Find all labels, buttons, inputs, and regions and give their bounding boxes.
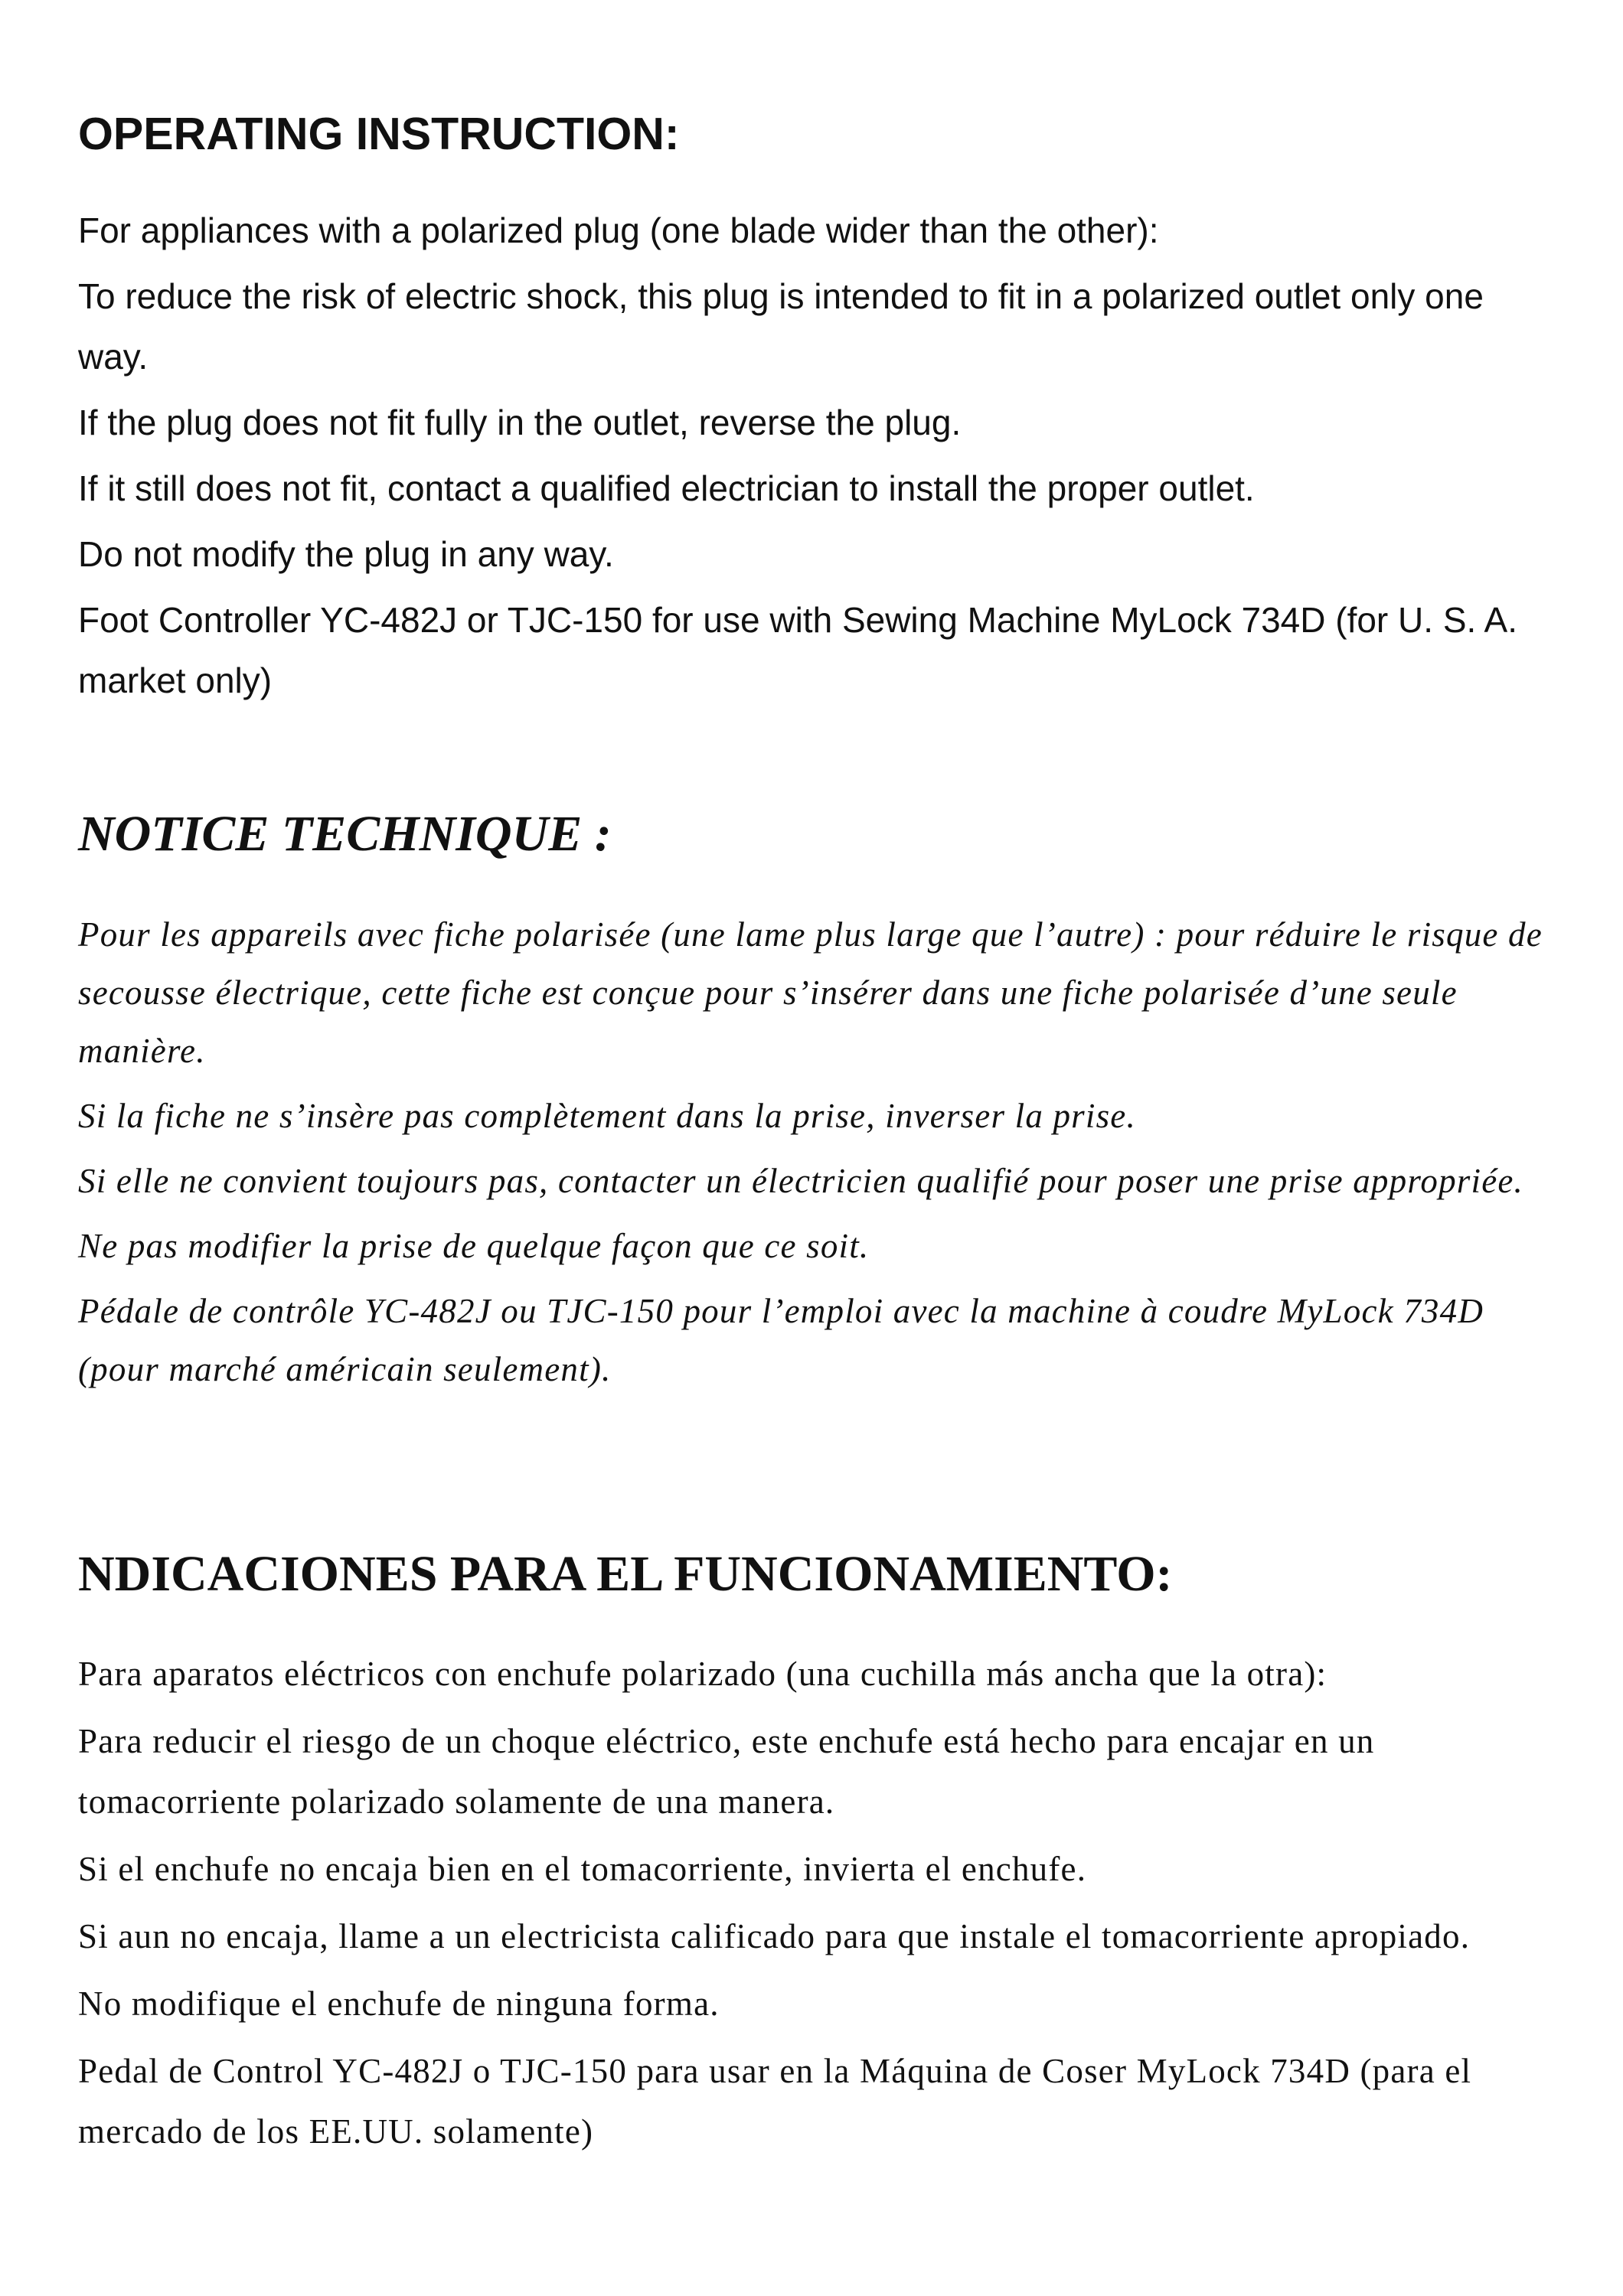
english-paragraph: Do not modify the plug in any way. (78, 534, 614, 574)
document-page (78, 0, 1556, 2296)
french-paragraph: Si elle ne convient toujours pas, contacter un électricien qualifié pour poser une prise appropriée. (78, 1162, 1523, 1200)
spanish-paragraph: Pedal de Control YC-482J o TJC-150 para usar en la Máquina de Coser MyLock 734D (para el mercado de los EE.UU. solamente) (78, 2052, 1472, 2151)
english-paragraph: Foot Controller YC-482J or TJC-150 for use with Sewing Machine MyLock 734D (for U. S. A. market only) (78, 600, 1517, 700)
spanish-paragraph: Para reducir el riesgo de un choque eléctrico, este enchufe está hecho para encajar en un tomacorriente polarizado solamente de una manera. (78, 1722, 1375, 1821)
english-instructions (78, 99, 1556, 716)
spanish-heading: NDICACIONES PARA EL FUNCIONAMIENTO: (78, 1546, 1173, 1602)
english-paragraph: To reduce the risk of electric shock, this plug is intended to fit in a polarized outlet only one way. (78, 276, 1484, 377)
spanish-paragraph: Para aparatos eléctricos con enchufe polarizado (una cuchilla más ancha que la otra): (78, 1655, 1327, 1693)
english-paragraph: If the plug does not fit fully in the outlet, reverse the plug. (78, 403, 962, 442)
spanish-paragraph: No modifique el enchufe de ninguna forma. (78, 1985, 720, 2023)
english-heading: OPERATING INSTRUCTION: (78, 109, 680, 159)
french-paragraph: Si la fiche ne s’insère pas complètement dans la prise, inverser la prise. (78, 1097, 1136, 1135)
spanish-instructions (78, 1540, 1556, 2169)
english-paragraph: If it still does not fit, contact a qualified electrician to install the proper outlet. (78, 468, 1255, 508)
french-paragraph: Ne pas modifier la prise de quelque façon que ce soit. (78, 1227, 870, 1265)
french-paragraph: Pédale de contrôle YC-482J ou TJC-150 pour l’emploi avec la machine à coudre MyLock 734D (pour marché américain seulement). (78, 1292, 1484, 1388)
spanish-paragraph: Si aun no encaja, llame a un electricista calificado para que instale el tomacorriente apropiado. (78, 1917, 1471, 1955)
spanish-paragraph: Si el enchufe no encaja bien en el tomacorriente, invierta el enchufe. (78, 1850, 1087, 1888)
english-paragraph: For appliances with a polarized plug (one blade wider than the other): (78, 210, 1159, 250)
french-instructions (78, 800, 1556, 1405)
french-paragraph: Pour les appareils avec fiche polarisée (une lame plus large que l’autre) : pour réduire le risque de secousse électrique, cette fiche est conçue pour s’insérer dans une fiche polarisée d’une seule manière. (78, 915, 1543, 1070)
french-heading: NOTICE TECHNIQUE : (78, 806, 612, 862)
